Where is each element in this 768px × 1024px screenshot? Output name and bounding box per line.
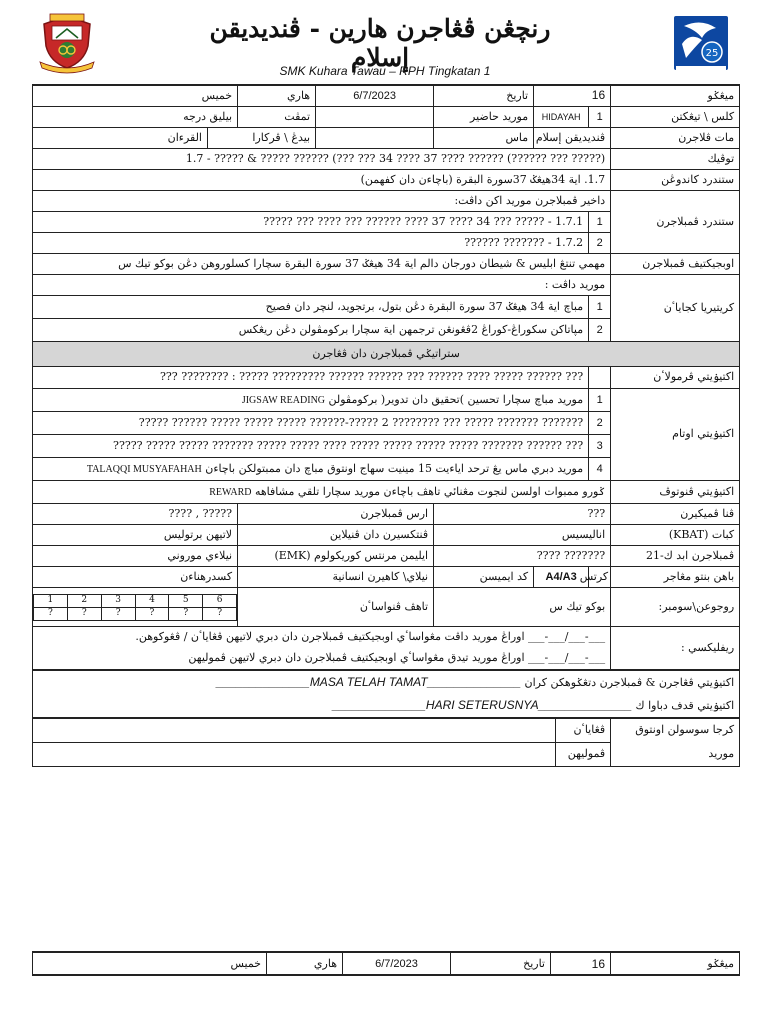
u3-number: 3: [589, 435, 611, 458]
emk-label: ايليمن مرنتس كوريكولوم (EMK): [238, 546, 434, 567]
main-activity-item-1: [33, 389, 740, 412]
department-logo: [672, 14, 730, 74]
u2-text: ??????? ??????? ????? ??? ???????? 2 ?????-?????? ????? ????? ????? ?????? ?????: [33, 412, 589, 435]
obj-label: اوبجيکتيف ڤمبلاجرن: [611, 254, 740, 275]
tahap-grid-cell: [33, 588, 238, 627]
kbat-value: اناليسيس: [434, 525, 611, 546]
emk-value: نيلاءي موروني: [33, 546, 238, 567]
next-day-arabic: اکتيۏيتي قدف دباوا ك: [635, 698, 735, 712]
next-tarikh-value: 6/7/2023: [343, 952, 451, 975]
next-minggu-label: ميڠݢو: [611, 952, 740, 975]
peta-label: ڤنا ڤميكيرن: [611, 504, 740, 525]
sp1-text: 1.7.1 - ????? ??? 34 ???? 37 ???? ?????? ??? ???? ??? ?????: [33, 212, 589, 233]
pentaksiran-label: ڤنتكسيرن دان ڤنيلاين: [238, 525, 434, 546]
logo-anniversary-number: 25: [705, 48, 719, 59]
reference-row: [33, 588, 740, 627]
refleksi-line-1: ___-___/___-___ اوراڠ موريد داڤت مڠواساٴي اوبجيکتيف ڤمبلاجرن دان دبري لاتيهن ڤڠاياٴن / ڤڠوکوهن.: [33, 627, 611, 649]
document-subtitle: SMK Kuhara Tawau – RPH Tingkatan 1: [279, 64, 491, 78]
tahap-number: 4: [135, 594, 169, 607]
century21-row: [33, 546, 740, 567]
sp2-text: 1.7.2 - ??????? ??????: [33, 233, 589, 254]
u1-latin: JIGSAW READING: [241, 394, 326, 406]
next-day-blank-2: ______________: [332, 697, 426, 712]
permulaan-value: ??? ?????? ????? ???? ?????? ??? ?????? ?????? ????????? ????? : ???????? ???: [33, 367, 589, 389]
next-page-date-table: [32, 951, 740, 976]
next-day-blank-1: ______________: [538, 697, 633, 712]
nilai-value: كسدرهناءن: [33, 567, 238, 588]
materials-row: [33, 567, 740, 588]
penutup-label: اکتيۏيتي ڤنوتوڤ: [611, 481, 740, 504]
u4-text: [33, 458, 589, 481]
refleksi-label: ريفليکسي :: [611, 627, 740, 671]
cadangan-label-1: کرجا سوسولن اونتوق: [611, 718, 740, 743]
followup-row-2: [33, 743, 740, 767]
k2-text: مڽاتاکن سکوراڠ-کوراڠ 2ڤڠونڠن ترجمهن اية سچارا بركومڤولن دڠن ريڠكس: [33, 319, 589, 342]
minggu-value: 16: [534, 85, 611, 107]
bidang-label: بيدڠ \ ڤركارا: [208, 128, 316, 149]
reflection-row-1: [33, 627, 740, 649]
postponed-latin: MASA TELAH TAMAT: [309, 674, 428, 689]
peta-value: ???: [434, 504, 611, 525]
document-title: رنچڠن ڤڠاجرن هارين - ڤنديديقن إسلام: [209, 14, 551, 72]
kbat-row: [33, 525, 740, 546]
kriteria-label: كريتيريا كجاياٴن: [611, 275, 740, 342]
sp-label: ستندرد ڤمبلاجرن: [611, 191, 740, 254]
u4-latin: TALAQQI MUSYAFAHAH: [86, 463, 202, 475]
permulaan-label: اکتيۏيتي ڤرمولاٴن: [611, 367, 740, 389]
postponed-blank-2: ______________: [216, 674, 310, 689]
tahap-checkbox[interactable]: ?: [34, 607, 68, 620]
kertas-label: كرتس: [589, 567, 611, 588]
next-tarikh-label: تاريخ: [451, 952, 551, 975]
postponed-row: [33, 670, 740, 694]
tarikh-label: تاريخ: [434, 85, 534, 107]
kelas-label: كلس \ تيڠكتن: [611, 107, 740, 128]
masa-label: ماس: [434, 128, 534, 149]
kertas-size: A4/A3: [534, 567, 589, 588]
subject-row: [33, 128, 740, 149]
obj-value: مهمي تنتڠ ابليس & شيطان دورجان دالم اية 34 هيڠݢ 37 سورة البقرة سچارا كسلوروهن دڠن بوكو تيك س: [33, 254, 611, 275]
postponed-arabic: اکتيۏيتي ڤڠاجرن & ڤمبلاجرن دتڠݢوهکن کران: [524, 675, 735, 689]
opening-activity-row: [33, 367, 740, 389]
k1-number: 1: [589, 296, 611, 319]
tahap-number: 6: [203, 594, 237, 607]
next-hari-value: خميس: [33, 952, 267, 975]
kelas-name: HIDAYAH: [534, 107, 589, 128]
tahap-number: 1: [34, 594, 68, 607]
next-hari-label: هاري: [267, 952, 343, 975]
school-logo: [38, 12, 96, 72]
u4-number: 4: [589, 458, 611, 481]
tahap-checkbox[interactable]: ?: [101, 607, 135, 620]
cadangan-label-2: موريد: [611, 743, 740, 767]
k2-number: 2: [589, 319, 611, 342]
hari-label: هاري: [238, 85, 316, 107]
tahap-checkbox[interactable]: ?: [67, 607, 101, 620]
tahap-number: 3: [101, 594, 135, 607]
utama-label: اکتيۏيتي اوتام: [611, 389, 740, 481]
tahap-grid: [33, 594, 237, 621]
next-day-row: [33, 694, 740, 718]
topic-row: [33, 149, 740, 170]
sp1-number: 1: [589, 212, 611, 233]
date-row: [33, 85, 740, 107]
class-row: [33, 107, 740, 128]
aras-value: ????? , ????: [33, 504, 238, 525]
u1-arabic: موريد مباچ سچارا تحسين )تحقيق دان تدوير( بركومڤولن: [328, 392, 584, 406]
pengayaan-value: [33, 718, 556, 743]
hadir-label: موريد حاضير: [434, 107, 534, 128]
kelas-number: 1: [589, 107, 611, 128]
content-standard-row: [33, 170, 740, 191]
thinking-row: [33, 504, 740, 525]
tahap-label: تاهڤ ڤنواساٴن: [238, 588, 434, 627]
u2-number: 2: [589, 412, 611, 435]
postponed-blank-1: ______________: [427, 674, 522, 689]
closing-activity-row: [33, 481, 740, 504]
abad21-value: ??????? ????: [434, 546, 611, 567]
learning-standard-intro-row: [33, 191, 740, 212]
strategy-heading: ستراتيݢي ڤمبلاجرن دان ڤڠاجرن: [33, 342, 740, 367]
rujukan-label: روجوعن\سومبر:: [611, 588, 740, 627]
pentaksiran-value: لاتيهن برتوليس: [33, 525, 238, 546]
u1-number: 1: [589, 389, 611, 412]
tempat-value: بيليق درجه: [33, 107, 238, 128]
aras-label: ارس ڤمبلاجرن: [238, 504, 434, 525]
next-minggu-value: 16: [551, 952, 611, 975]
masa-value: [316, 128, 434, 149]
bidang-value: القرءان: [33, 128, 208, 149]
next-day-latin: HARI SETERUSNYA: [425, 697, 539, 712]
penutup-arabic: ݢورو ممبوات اولسن لنجوت مڠنائي تاهڤ باچاءن موريد سچارا تلقي مشافاهه: [254, 484, 606, 498]
objective-row: [33, 254, 740, 275]
topik-value: (????? ??? ??????) ?????? ???? 37 ???? 34 ??? ???) ?????? ????? & ????? - 1.7: [33, 149, 611, 170]
minggu-label: ميڠݢو: [611, 85, 740, 107]
lesson-plan-table: [32, 84, 740, 767]
sk-value: 1.7. اية 34هيڠݢ 37سورة البقرة (باچاءن دان كفهمن): [33, 170, 611, 191]
kriteria-intro: موريد داڤت :: [33, 275, 611, 296]
u1-text: [33, 389, 589, 412]
tempat-label: تمڤت: [238, 107, 316, 128]
hari-value: خميس: [33, 85, 238, 107]
u4-arabic: موريد دبري ماس يڠ ترحد اياءيت 15 مينيت سهاج اونتوق مباچ دان ممبتولکن باچاءن: [205, 461, 584, 475]
tahap-number: 2: [67, 594, 101, 607]
refleksi-line-2: ___-___/___-___ اوراڠ موريد تيدق مڠواساٴي اوبجيکتيف ڤمبلاجرن دان دبري لاتيهن ڤموليهن: [33, 648, 611, 670]
pemulihan-label: ڤموليهن: [556, 743, 611, 767]
permulaan-blank: [589, 367, 611, 389]
tahap-checkbox[interactable]: ?: [169, 607, 203, 620]
sp2-number: 2: [589, 233, 611, 254]
kad-label: كد ايميسن: [434, 567, 534, 588]
penutup-text: [33, 481, 611, 504]
pemulihan-value: [33, 743, 556, 767]
pengayaan-label: ڤڠاياٴن: [556, 718, 611, 743]
kbat-label: كبات (KBAT): [611, 525, 740, 546]
subjek-label: مات ڤلاجرن: [611, 128, 740, 149]
bbm-label: باهن بنتو مڠاجر: [611, 567, 740, 588]
tarikh-value: 6/7/2023: [316, 85, 434, 107]
k1-text: مباچ اية 34 هيڠݢ 37 سورة البقرة دڠن بتول، برتجويد، لنچر دان فصيح: [33, 296, 589, 319]
topik-label: توڤيك: [611, 149, 740, 170]
u3-text: ??? ?????? ??????? ????? ????? ????? ????? ???? ????? ????? ??????? ????? ????? ?????: [33, 435, 589, 458]
tahap-number: 5: [169, 594, 203, 607]
sp-intro: داخير ڤمبلاجرن موريد اکن داڤت:: [33, 191, 611, 212]
sk-label: ستندرد كاندوڠن: [611, 170, 740, 191]
next-day-line: [33, 694, 740, 718]
nilai-label: نيلاي\ كاهيرن انسانية: [238, 567, 434, 588]
penutup-latin: REWARD: [209, 486, 252, 498]
success-criteria-intro-row: [33, 275, 740, 296]
tahap-checkbox[interactable]: ?: [135, 607, 169, 620]
strategy-header-row: [33, 342, 740, 367]
followup-row-1: [33, 718, 740, 743]
abad21-label: ڤمبلاجرن ابد ك-21: [611, 546, 740, 567]
postponed-line: [33, 670, 740, 694]
subjek-value: ڤنديديقن إسلام: [534, 128, 611, 149]
hadir-value: [316, 107, 434, 128]
tahap-checkbox[interactable]: ?: [203, 607, 237, 620]
rujukan-value: بوكو تيك س: [434, 588, 611, 627]
